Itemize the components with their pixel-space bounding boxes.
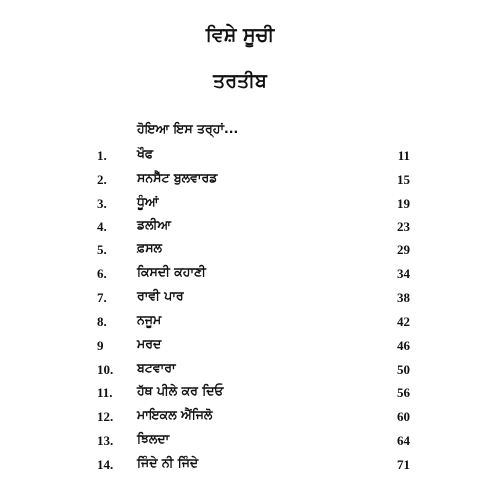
toc-row (0, 336, 480, 358)
toc-row (0, 312, 480, 334)
toc-row (0, 170, 480, 192)
toc-title: ਮਰਦ (137, 336, 162, 351)
toc-title: ਬਟਵਾਰਾ (137, 360, 176, 375)
toc-page-number: 38 (397, 290, 410, 305)
toc-title: ਧੂੰਆਂ (137, 194, 159, 209)
toc-number: 13. (97, 433, 114, 448)
toc-row (0, 194, 480, 216)
toc-row (0, 217, 480, 239)
toc-page-number: 64 (397, 433, 410, 448)
toc-page-number: 11 (397, 148, 410, 163)
toc-title: ਕਿਸਦੀ ਕਹਾਣੀ (137, 264, 206, 279)
toc-title: ਫ਼ਸਲ (137, 240, 162, 255)
toc-page-number: 29 (397, 242, 410, 257)
toc-page-number: 50 (397, 362, 410, 377)
toc-row (0, 264, 480, 286)
toc-page-number: 42 (397, 314, 410, 329)
toc-number: 9 (97, 338, 104, 353)
toc-number: 12. (97, 409, 114, 424)
toc-row (0, 360, 480, 382)
toc-page-number: 56 (397, 385, 410, 400)
toc-row (0, 146, 480, 168)
toc-title: ਸਨਸੈੱਟ ਬੁਲਵਾਰਡ (137, 170, 218, 185)
toc-page-number: 60 (397, 409, 410, 424)
toc-page-number: 71 (397, 457, 410, 472)
toc-title: ਨਜੂਮ (137, 312, 162, 327)
toc-title: ਹੱਥ ਪੀਲੇ ਕਰ ਦਿਓ (137, 383, 224, 398)
toc-title: ਡਲੀਆ (137, 217, 171, 232)
toc-number: 6. (97, 266, 107, 281)
toc-number: 11. (97, 385, 113, 400)
toc-page-number: 15 (397, 172, 410, 187)
toc-row (0, 407, 480, 429)
toc-number: 4. (97, 219, 107, 234)
page-subtitle: ਤਰਤੀਬ (213, 70, 267, 92)
intro-entry: ਹੋਇਆ ਇਸ ਤਰ੍ਹਾਂ... (137, 121, 239, 136)
toc-page-number: 34 (397, 266, 410, 281)
toc-number: 10. (97, 362, 114, 377)
toc-row (0, 288, 480, 310)
toc-row (0, 383, 480, 405)
toc-number: 2. (97, 172, 107, 187)
toc-row (0, 455, 480, 477)
page-title: ਵਿਸ਼ੇ ਸੂਚੀ (205, 24, 275, 46)
toc-title: ਰਾਵੀ ਪਾਰ (137, 288, 184, 303)
toc-title: ਮਾਇਕਲ ਐਂਜਿਲੋ (137, 407, 213, 422)
toc-number: 1. (97, 148, 107, 163)
toc-title: ਝਿਲਦਾ (137, 431, 170, 446)
toc-title: ਖੌਫ (137, 146, 154, 161)
toc-number: 14. (97, 457, 114, 472)
toc-number: 8. (97, 314, 107, 329)
toc-number: 5. (97, 242, 107, 257)
toc-title: ਜਿੰਦੇ ਨੀ ਜਿੰਦੇ (137, 455, 199, 470)
toc-number: 7. (97, 290, 107, 305)
toc-page-number: 46 (397, 338, 410, 353)
toc-number: 3. (97, 196, 107, 211)
toc-page-number: 23 (397, 219, 410, 234)
toc-row (0, 240, 480, 262)
toc-row (0, 431, 480, 453)
toc-page-number: 19 (397, 196, 410, 211)
